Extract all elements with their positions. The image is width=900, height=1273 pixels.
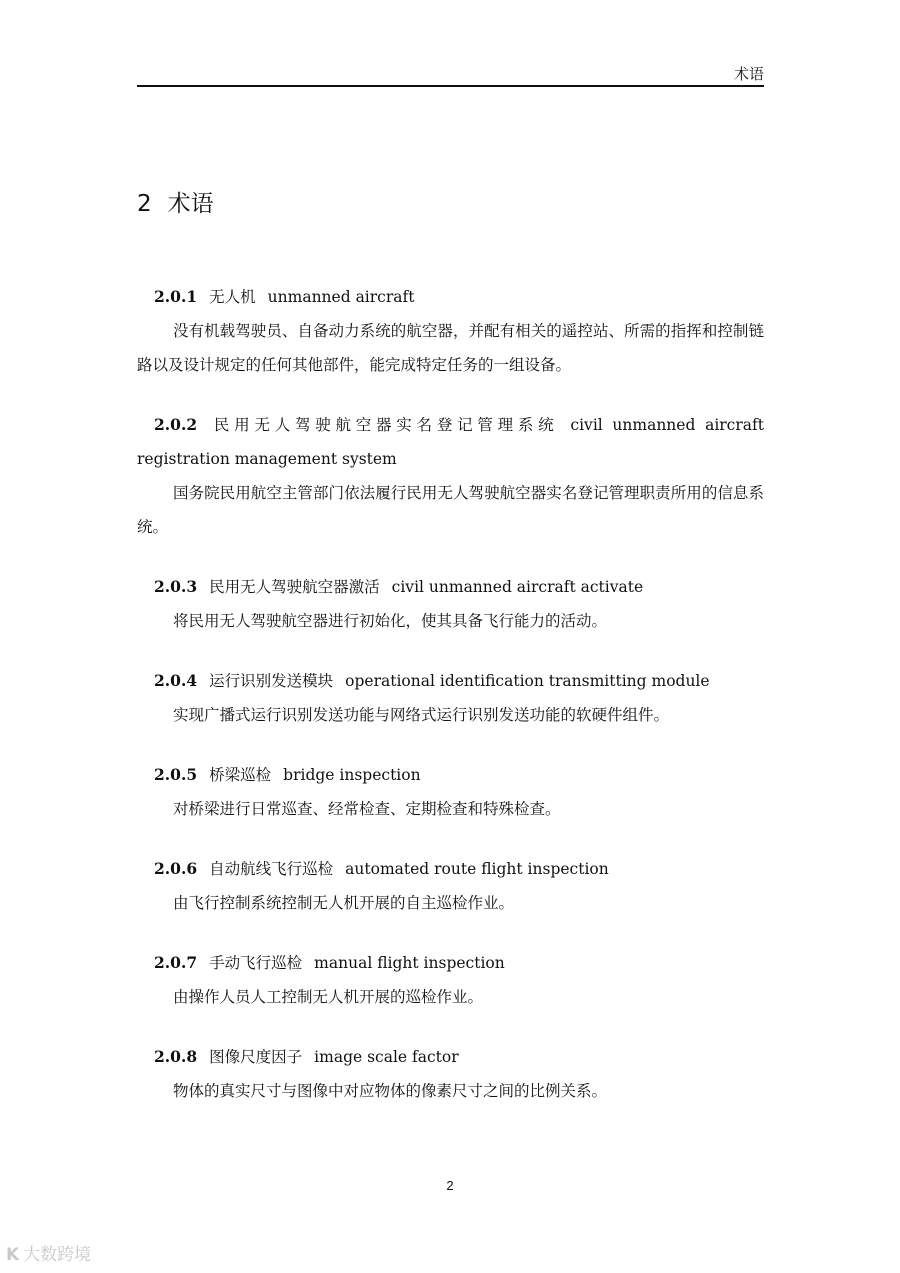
- term-entry: [137, 1040, 764, 1108]
- term-definition: 对桥梁进行日常巡查、经常检查、定期检查和特殊检查。: [173, 800, 561, 818]
- term-chinese: 图像尺度因子: [209, 1048, 303, 1066]
- term-heading: [137, 664, 764, 698]
- term-number: 2.0.3: [154, 577, 198, 596]
- chapter-title: [137, 188, 214, 220]
- term-english: bridge inspection: [283, 766, 421, 784]
- term-number: 2.0.6: [154, 859, 198, 878]
- term-number: 2.0.1: [154, 287, 198, 306]
- term-number: 2.0.2: [154, 415, 198, 434]
- term-english: civil unmanned aircraft registration management system: [137, 416, 764, 468]
- term-entry: [137, 758, 764, 826]
- header-rule: [137, 85, 764, 87]
- term-chinese: 无人机: [209, 288, 256, 306]
- term-heading: [137, 280, 764, 314]
- term-english: civil unmanned aircraft activate: [391, 578, 644, 596]
- term-definition: 没有机载驾驶员、自备动力系统的航空器，并配有相关的遥控站、所需的指挥和控制链路以及设计规定的任何其他部件，能完成特定任务的一组设备。: [137, 322, 764, 374]
- term-definition: 由操作人员人工控制无人机开展的巡检作业。: [173, 988, 484, 1006]
- terms-list: [137, 280, 764, 1134]
- term-chinese: 自动航线飞行巡检: [209, 860, 334, 878]
- watermark: [6, 1240, 91, 1265]
- term-english: manual flight inspection: [314, 954, 505, 972]
- term-english: unmanned aircraft: [267, 288, 415, 306]
- term-entry: [137, 280, 764, 382]
- watermark-text: 大数跨境: [23, 1245, 92, 1265]
- term-number: 2.0.7: [154, 953, 198, 972]
- term-definition: 国务院民用航空主管部门依法履行民用无人驾驶航空器实名登记管理职责所用的信息系统。: [137, 484, 764, 536]
- watermark-logo-icon: K: [6, 1245, 20, 1265]
- term-heading: [137, 852, 764, 886]
- term-chinese: 桥梁巡检: [209, 766, 272, 784]
- term-chinese: 民用无人驾驶航空器实名登记管理系统: [209, 416, 559, 434]
- term-chinese: 运行识别发送模块: [209, 672, 334, 690]
- term-english: image scale factor: [314, 1048, 459, 1066]
- term-english: operational identification transmitting module: [345, 672, 710, 690]
- page-number: 2: [446, 1178, 454, 1193]
- term-heading: [137, 408, 764, 476]
- term-entry: [137, 852, 764, 920]
- term-definition: 物体的真实尺寸与图像中对应物体的像素尺寸之间的比例关系。: [173, 1082, 608, 1100]
- term-chinese: 手动飞行巡检: [209, 954, 303, 972]
- term-definition: 将民用无人驾驶航空器进行初始化，使其具备飞行能力的活动。: [173, 612, 608, 630]
- term-heading: [137, 946, 764, 980]
- term-heading: [137, 758, 764, 792]
- term-entry: [137, 570, 764, 638]
- term-number: 2.0.4: [154, 671, 198, 690]
- term-definition: 实现广播式运行识别发送功能与网络式运行识别发送功能的软硬件组件。: [173, 706, 670, 724]
- chapter-title-text: 术语: [167, 191, 214, 217]
- term-chinese: 民用无人驾驶航空器激活: [209, 578, 380, 596]
- running-header: 术语: [733, 65, 764, 83]
- term-heading: [137, 1040, 764, 1074]
- term-heading: [137, 570, 764, 604]
- term-number: 2.0.8: [154, 1047, 198, 1066]
- term-number: 2.0.5: [154, 765, 198, 784]
- term-definition: 由飞行控制系统控制无人机开展的自主巡检作业。: [173, 894, 515, 912]
- term-english: automated route flight inspection: [345, 860, 609, 878]
- term-entry: [137, 664, 764, 732]
- term-entry: [137, 408, 764, 544]
- term-entry: [137, 946, 764, 1014]
- chapter-number: 2: [137, 191, 152, 217]
